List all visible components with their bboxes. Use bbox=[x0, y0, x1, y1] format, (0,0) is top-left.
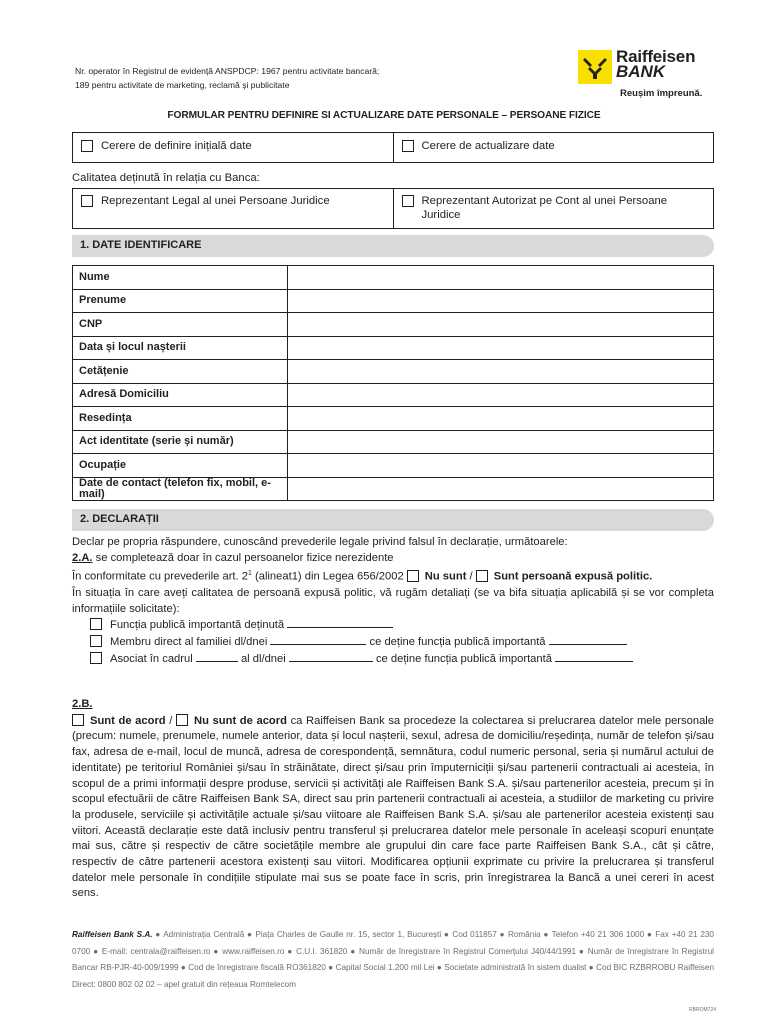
capacity-legal-option[interactable] bbox=[73, 189, 393, 228]
capacity-authorized-option[interactable] bbox=[393, 189, 714, 228]
declaration-2a-conformity: În conformitate cu prevederile art. $2^1$ (alineat1) din Legea 656/2002 Nu sunt / Sunt persoană expusă politic. bbox=[72, 570, 653, 584]
declaration-2a-text: se completează doar în cazul persoanelor fizice nerezidente bbox=[92, 551, 394, 564]
field-input-address[interactable] bbox=[288, 383, 714, 407]
table-row bbox=[73, 454, 714, 478]
table-row bbox=[73, 360, 714, 384]
checkbox-public-function[interactable] bbox=[90, 618, 102, 630]
table-row bbox=[73, 430, 714, 454]
request-update-label: Cerere de actualizare date bbox=[421, 140, 555, 152]
capacity-legal-label: Reprezentant Legal al unei Persoane Juridice bbox=[101, 195, 330, 207]
disagree-label: Nu sunt de acord bbox=[194, 714, 287, 727]
capacity-authorized-label: Reprezentant Autorizat pe Cont al unei Persoane Juridice bbox=[421, 195, 668, 221]
table-row bbox=[73, 266, 714, 290]
field-label-contact: Date de contact (telefon fix, mobil, e-mail) bbox=[73, 477, 288, 501]
field-label-nume: Nume bbox=[73, 266, 288, 290]
field-label-prenume: Prenume bbox=[73, 289, 288, 313]
checkbox-agree[interactable] bbox=[72, 714, 84, 726]
field-input-cnp[interactable] bbox=[288, 313, 714, 337]
conformity-text-2: (alineat1) din Legea 656/2002 bbox=[251, 571, 407, 584]
pep-option-3 bbox=[72, 651, 714, 668]
capacity-label: Calitatea deținută în relația cu Banca: bbox=[72, 172, 260, 184]
field-input-id-document[interactable] bbox=[288, 430, 714, 454]
pep-option-2-label: Membru direct al familiei dl/dnei bbox=[110, 635, 268, 648]
pep-option-1-label: Funcția publică importantă deținută bbox=[110, 619, 285, 632]
pep-option-3-label-3: ce deține funcția publică importantă bbox=[375, 652, 552, 665]
associate-function-input[interactable] bbox=[555, 651, 633, 662]
footer-text: ● Administrația Centrală ● Piața Charles de Gaulle nr. 15, sector 1, București ● Cod 011857 ● România ● Telefon +40 21 306 1000 ● Fax +40 21 230 0700 ● E-mail: centrala@raiffeisen.ro ● www.raiffeisen.ro ● C.U.I. 361820 ● Număr de înregistrare în Registrul Comerțului J40/44/1991 ● Număr de înregistrare în Registrul Bancar RB-PJR-40-009/1999 ● Cod de înregistrare fiscală RO361820 ● Capital Social 1.200 mil Lei ● Societate administrată în sistem dualist ● Cod BIC RZBRROBU Raiffeisen Direct: 0800 802 02 02 – apel gratuit din rețeaua Romtelecom bbox=[72, 930, 714, 989]
declarations-2b bbox=[72, 697, 714, 902]
public-function-input[interactable] bbox=[287, 617, 393, 628]
table-row bbox=[73, 336, 714, 360]
consent-text: ca Raiffeisen Bank sa procedeze la colectarea si prelucrarea datelor mele personale (precum: numele, prenumele, numele anterior, data și locul nașterii, sexul, adresa de domiciliu/reședința, număr de telefon și/sau fax, adresa de e-mail, locul de muncă, adresa de corespondență, semnătura, codul numeric personal, seria și numărul actului de identitate) pe teritoriul României și/sau în străinătate, direct și/sau prin împuterniciții și/sau partenerii contractuali ai acesteia, în scopul de a primi informații despre produse, servicii și activități ale Raiffeisen Bank S.A. și/sau partenerilor acesteia, precum și în scopul efectuării de către Raiffeisen Bank SA, direct sau prin partenerii contractuali ai acesteia, a studiilor de marketing cu privire la produsele, serviciile și activitățile actuale și/sau viitoare ale Raiffeisen Bank S.A. și/sau ale partenerilor acesteia existenți sau viitori. Această declarație este dată inclusiv pentru transferul și prelucrarea datelor mele personale în aceleași scopuri enunțate mai sus, către și respectiv de către societățile membre ale grupului din care face parte Raiffeisen Bank S.A., cât și către, respectiv de către partenerii acestora existenți sau viitori. Modificarea opțiunii exprimate cu privire la prelucrarea și transferul datelor mele personale în condițiile stipulate mai sus se poate face în scris, prin înregistrarea la Bancă a unei cereri în acest sens. bbox=[72, 714, 715, 900]
pep-option-1 bbox=[72, 617, 714, 634]
family-member-name-input[interactable] bbox=[270, 634, 366, 645]
table-row bbox=[73, 289, 714, 313]
checkbox-exposed[interactable] bbox=[476, 570, 488, 582]
associate-name-input[interactable] bbox=[289, 651, 373, 662]
pep-option-3-label-2: al dl/dnei bbox=[240, 652, 286, 665]
checkbox-authorized-representative[interactable] bbox=[402, 195, 414, 207]
family-member-function-input[interactable] bbox=[549, 634, 627, 645]
table-row bbox=[73, 383, 714, 407]
checkbox-associate[interactable] bbox=[90, 652, 102, 664]
form-title: FORMULAR PENTRU DEFINIRE SI ACTUALIZARE DATE PERSONALE – PERSOANE FIZICE bbox=[167, 110, 601, 121]
field-input-birth[interactable] bbox=[288, 336, 714, 360]
declarations-2a bbox=[72, 535, 714, 667]
field-label-address: Adresă Domiciliu bbox=[73, 383, 288, 407]
raiffeisen-gable-icon bbox=[578, 50, 612, 84]
raiffeisen-logo bbox=[578, 47, 718, 102]
associate-entity-input[interactable] bbox=[196, 651, 238, 662]
conformity-sup: 1 bbox=[247, 570, 252, 578]
request-type-row bbox=[72, 132, 714, 163]
logo-tagline: Reușim împreună. bbox=[620, 88, 703, 99]
declaration-2a-label: 2.A. bbox=[72, 551, 93, 564]
conformity-text: În conformitate cu prevederile art. 2 bbox=[72, 571, 248, 584]
capacity-row bbox=[72, 188, 714, 229]
field-label-residence: Resedința bbox=[73, 407, 288, 431]
operator-note-line1: Nr. operator în Registrul de evidență ANSPDCP: 1967 pentru activitate bancară; bbox=[75, 66, 380, 76]
field-input-occupation[interactable] bbox=[288, 454, 714, 478]
field-label-cnp: CNP bbox=[73, 313, 288, 337]
footer bbox=[72, 927, 714, 993]
footer-company: Raiffeisen Bank S.A. bbox=[72, 930, 153, 939]
table-row bbox=[73, 477, 714, 501]
checkbox-not-exposed[interactable] bbox=[407, 570, 419, 582]
pep-option-2-label-2: ce deține funcția publică importantă bbox=[369, 635, 546, 648]
logo-name: Raiffeisen bbox=[616, 47, 696, 66]
declaration-2b-text: Sunt de acord / Nu sunt de acord ca Raiffeisen Bank sa procedeze la colectarea si prelucrarea datelor mele personale (precum: numele, prenumele, numele anterior, data și locul nașterii, sexul, adresa de domiciliu/reședința, număr de telefon și/sau fax, adresa de e-mail, locul de muncă, adresa de corespondență, semnătura, codul numeric personal, seria și numărul actului de identitate) pe teritoriul României și/sau în străinătate, direct și/sau prin împuterniciții și/sau partenerii contractuali ai acesteia, în scopul de a primi informații despre produse, servicii și activități ale Raiffeisen Bank S.A. și/sau partenerilor acesteia, precum și în scopul efectuării de către Raiffeisen Bank SA, direct sau prin partenerii contractuali ai acesteia, a studiilor de marketing cu privire la produsele, serviciile și activitățile actuale și/sau viitoare ale Raiffeisen Bank S.A. și/sau ale partenerilor acesteia existenți sau viitori. Această declarație este dată inclusiv pentru transferul și prelucrarea datelor mele personale în aceleași scopuri enunțate mai sus, către și respectiv de către societățile membre ale grupului din care face parte Raiffeisen Bank S.A., cât și către, respectiv de către partenerii acestora existenți sau viitori. Modificarea opțiunii exprimate cu privire la prelucrarea și transferul datelor mele personale în condițiile stipulate mai sus se poate face în scris, prin înregistrarea la Bancă a unei cereri în acest sens. bbox=[72, 714, 715, 900]
field-input-prenume[interactable] bbox=[288, 289, 714, 313]
field-input-contact[interactable] bbox=[288, 477, 714, 501]
operator-note-line2: 189 pentru activitate de marketing, reclamă și publicitate bbox=[75, 80, 290, 90]
checkbox-family-member[interactable] bbox=[90, 635, 102, 647]
declarations-intro: Declar pe propria răspundere, cunoscând prevederile legale privind falsul în declarație, următoarele: bbox=[72, 536, 568, 548]
request-initial-label: Cerere de definire inițială date bbox=[101, 140, 252, 152]
checkbox-update[interactable] bbox=[402, 140, 414, 152]
logo-bank: BANK bbox=[616, 62, 666, 81]
not-exposed-label: Nu sunt bbox=[424, 571, 467, 584]
pep-option-2 bbox=[72, 634, 714, 651]
agree-label: Sunt de acord bbox=[90, 714, 166, 727]
field-label-occupation: Ocupație bbox=[73, 454, 288, 478]
request-update-option[interactable] bbox=[393, 133, 714, 162]
pep-option-3-label: Asociat în cadrul bbox=[110, 652, 193, 665]
request-initial-option[interactable] bbox=[73, 133, 393, 162]
field-input-nume[interactable] bbox=[288, 266, 714, 290]
operator-note bbox=[75, 64, 379, 92]
exposed-label: Sunt persoană expusă politic. bbox=[493, 571, 653, 584]
form-code: RBROM724 bbox=[689, 1007, 716, 1013]
field-label-id-document: Act identitate (serie și număr) bbox=[73, 430, 288, 454]
section1-header: 1. DATE IDENTIFICARE bbox=[72, 235, 714, 257]
checkbox-disagree[interactable] bbox=[176, 714, 188, 726]
field-label-birth: Data și locul nașterii bbox=[73, 336, 288, 360]
table-row bbox=[73, 313, 714, 337]
table-row bbox=[73, 407, 714, 431]
declaration-2b-label: 2.B. bbox=[72, 698, 93, 710]
identification-table bbox=[72, 265, 714, 501]
declaration-2a-heading bbox=[72, 551, 714, 567]
exposed-details-text: În situația în care aveți calitatea de persoană expusă politic, vă rugăm detaliați (se va bifa situația aplicabilă și se vor completa informațiile solicitate): bbox=[72, 586, 714, 615]
checkbox-initial-definition[interactable] bbox=[81, 140, 93, 152]
field-input-citizenship[interactable] bbox=[288, 360, 714, 384]
checkbox-legal-representative[interactable] bbox=[81, 195, 93, 207]
field-input-residence[interactable] bbox=[288, 407, 714, 431]
section2-header: 2. DECLARAȚII bbox=[72, 509, 714, 531]
field-label-citizenship: Cetățenie bbox=[73, 360, 288, 384]
